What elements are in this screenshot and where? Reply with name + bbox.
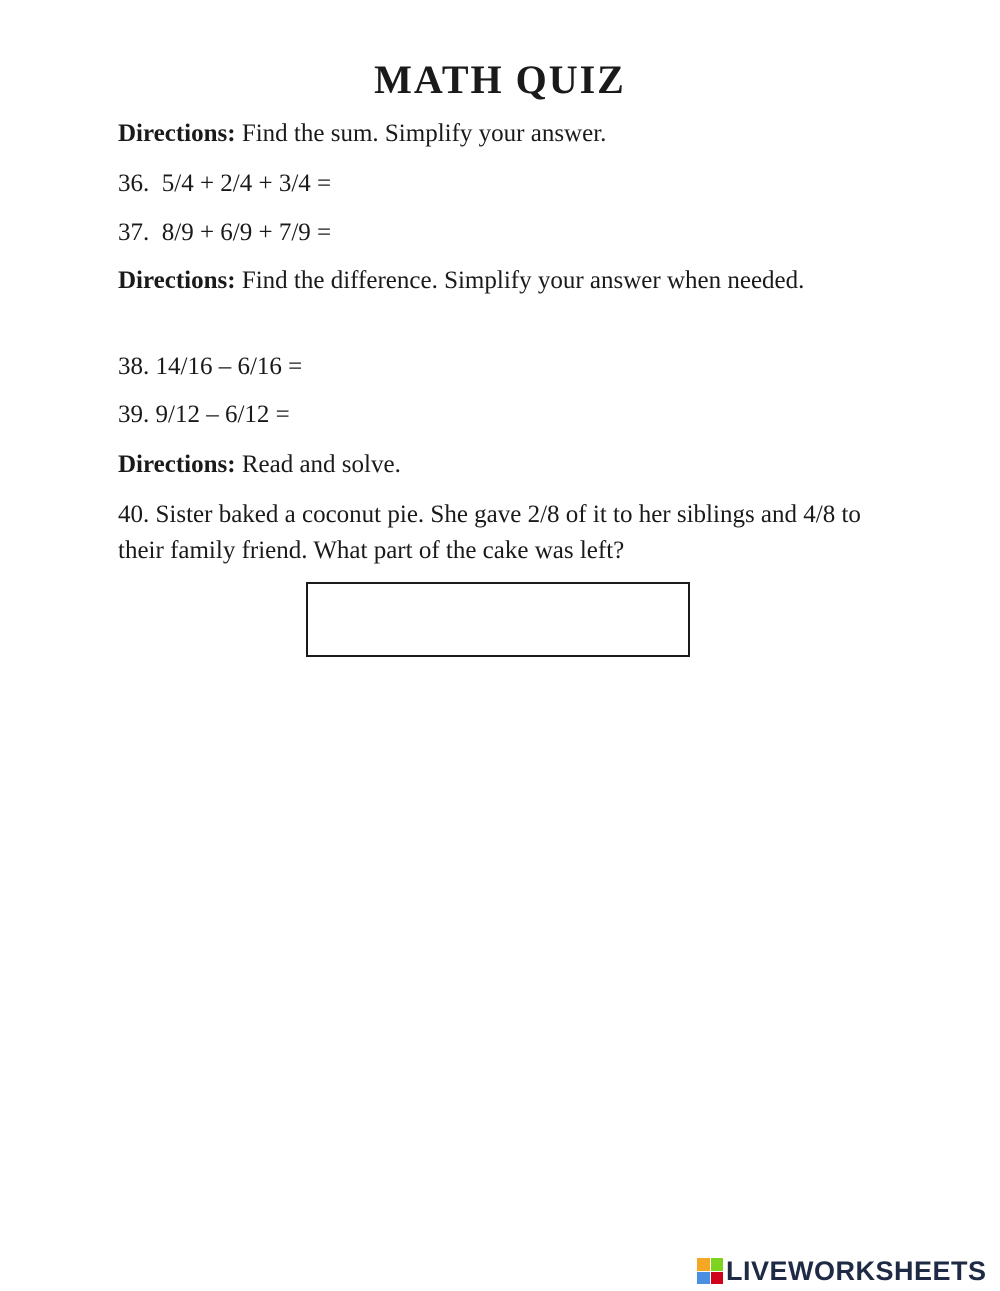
question-38 <box>118 349 302 385</box>
directions-difference <box>118 263 888 299</box>
question-text: 8/9 + 6/9 + 7/9 = <box>161 219 332 246</box>
logo-icon <box>697 1258 723 1284</box>
question-number: 40. <box>118 501 150 528</box>
question-text: 9/12 – 6/12 = <box>155 401 290 428</box>
directions-text: Find the sum. Simplify your answer. <box>235 120 607 147</box>
directions-sum <box>118 116 606 152</box>
question-40 <box>118 497 893 569</box>
question-number: 38. <box>118 353 150 380</box>
question-text: Sister baked a coconut pie. She gave 2/8 of it to her siblings and 4/8 to their family friend. What part of the cake was left? <box>118 501 861 564</box>
liveworksheets-logo <box>697 1254 987 1288</box>
question-37 <box>118 215 331 251</box>
directions-label: Directions: <box>118 120 236 147</box>
question-number: 39. <box>118 401 150 428</box>
question-number: 36. <box>118 170 150 197</box>
question-39 <box>118 397 290 433</box>
directions-label: Directions: <box>118 451 236 478</box>
directions-read-solve <box>118 447 401 483</box>
question-text: 5/4 + 2/4 + 3/4 = <box>161 170 332 197</box>
directions-label: Directions: <box>118 267 236 294</box>
question-number: 37. <box>118 219 150 246</box>
question-text: 14/16 – 6/16 = <box>155 353 303 380</box>
question-36 <box>118 166 331 202</box>
logo-text: LIVEWORKSHEETS <box>726 1255 987 1286</box>
directions-text: Find the difference. Simplify your answer when needed. <box>235 267 805 294</box>
directions-text: Read and solve. <box>235 451 401 478</box>
page-title: MATH QUIZ <box>374 57 626 102</box>
answer-box[interactable] <box>306 582 690 657</box>
